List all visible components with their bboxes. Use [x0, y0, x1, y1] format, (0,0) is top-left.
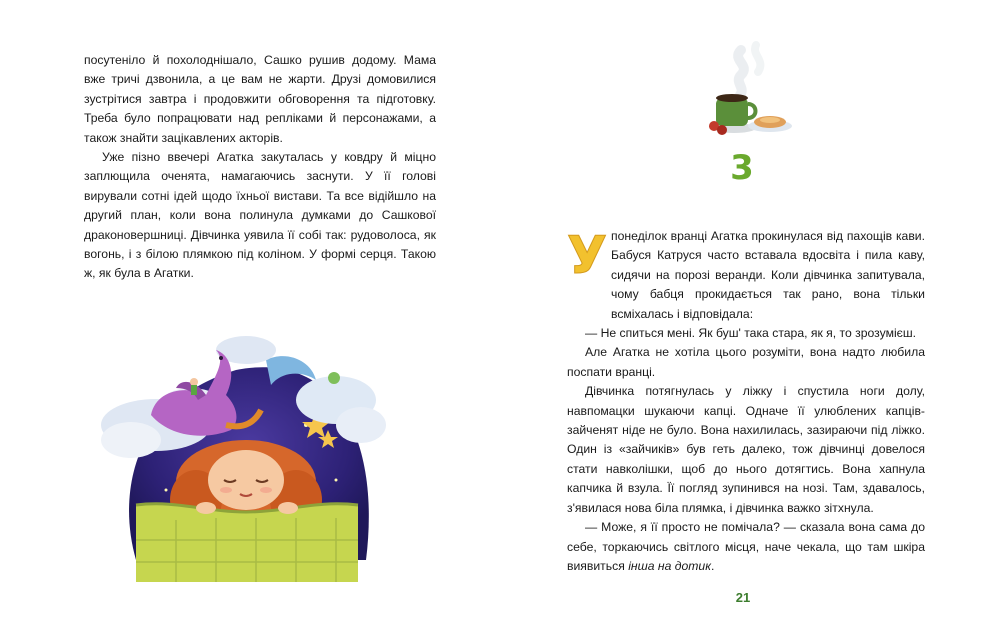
right-page-text [567, 227, 925, 576]
paragraph: Але Агатка не хотіла цього розуміти, вона надто любила поспати вранці. [567, 345, 925, 379]
girl-dreaming-dragon-illustration [96, 330, 386, 582]
italic-text: інша на дотик [628, 558, 711, 573]
paragraph: Дівчинка потягнулась у ліжку і спустила ноги долу, навпомацки шукаючи капці. Одначе її улюблених капців-зайченят ніде не було. Вона нахилилась, зазираючи під ліжко. Один із «зайчиків» був геть далеко, тож дівчинці довелося стати навколішки, щоб до нього дотягтись. Вона хапнула капчика й взула. Її погляд зупинився на нозі. Там, здавалось, з'явилася нова біла плямка, і дівчинка важко зітхнула. [567, 384, 925, 515]
paragraph-text: — Може, я її просто не помічала? — сказала вона сама до себе, торкаючись світлого місця, наче чекала, що там шкіра виявиться [567, 520, 925, 573]
paragraph: понеділок вранці Агатка прокинулася від пахощів кави. Бабуся Катруся часто вставала вдосвіта і пила каву, сидячи на порозі веранди. Коли дівчинка запитувала, чому бабця прокидається так рано, вона тільки всміхалась і відповідала: [611, 229, 925, 321]
drop-cap-letter [565, 225, 609, 283]
paragraph: посутеніло й похолоднішало, Сашко рушив додому. Мама вже тричі дзвонила, а це вам не жарти. Друзі домовилися зустрітися завтра і продовжити обговорення та підготовку. Треба було попрацювати над репліками й персонажами, а також знайти зацікавлених акторів. [84, 53, 436, 145]
chapter-number: 3 [730, 148, 754, 188]
paragraph: — Не спиться мені. Як буш' така стара, як я, то зрозумієш. [585, 326, 917, 341]
left-page-text [84, 51, 436, 284]
drop-cap-glyph: У [567, 226, 608, 283]
paragraph-end: . [710, 558, 715, 573]
first-paragraph [567, 227, 925, 324]
page-number: 21 [735, 590, 751, 605]
paragraph [567, 518, 925, 576]
paragraph: Уже пізно ввечері Агатка закуталась у ковдру й міцно заплющила оченята, намагаючись заснути. У її голові вирували сотні ідей щодо їхньої вистави. Та все відійшло на другий план, коли вона полинула думками до Сашкової драконовершниці. Дівчинка уявила її собі так: рудоволоса, як вогонь, і з білою плямкою під коліном. У формі серця. Такою ж, як була в Агатки. [84, 150, 436, 281]
